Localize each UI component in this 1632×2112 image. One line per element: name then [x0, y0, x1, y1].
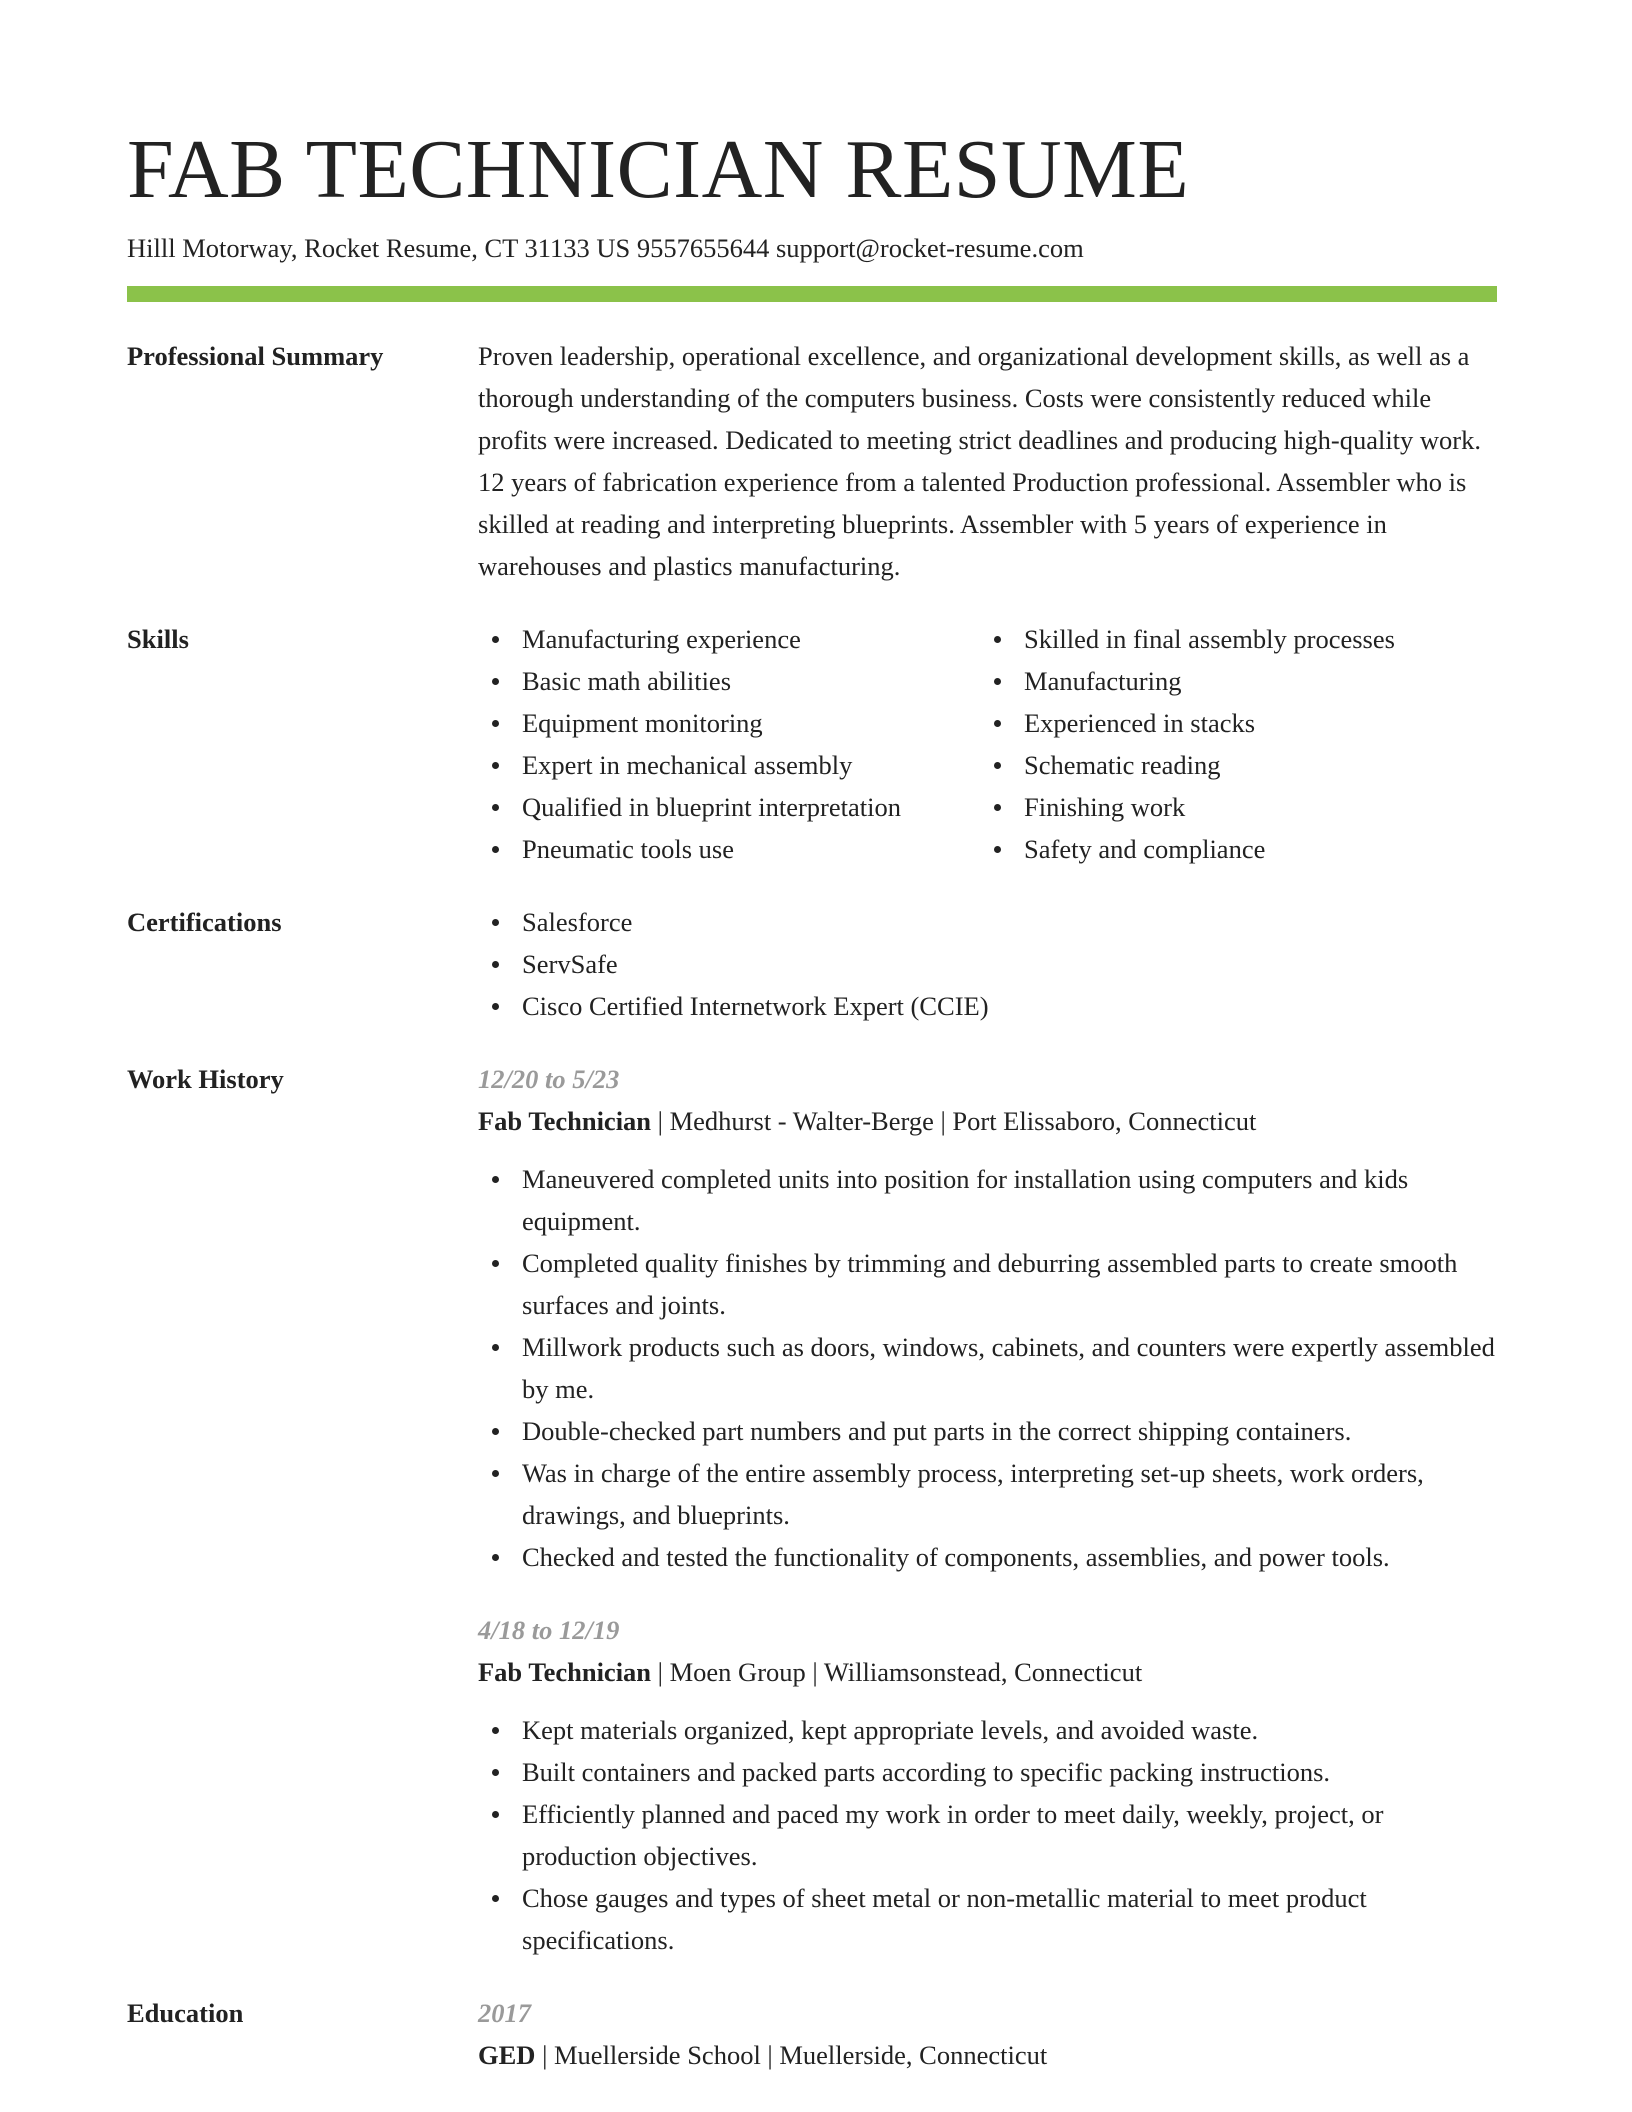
skill-item: Qualified in blueprint interpretation: [478, 786, 980, 828]
job-title: Fab Technician: [478, 1657, 652, 1687]
job-entry: [478, 1058, 1497, 1578]
education-degree: GED: [478, 2040, 536, 2070]
summary-heading: Professional Summary: [127, 341, 384, 371]
job-header: [478, 1100, 1497, 1142]
job-bullet: Completed quality finishes by trimming and deburring assembled parts to create smooth surfaces and joints.: [478, 1242, 1497, 1326]
certifications-section: [127, 901, 1497, 1027]
skill-item: Equipment monitoring: [478, 702, 980, 744]
job-title: Fab Technician: [478, 1106, 652, 1136]
job-dates: 4/18 to 12/19: [478, 1615, 620, 1645]
header-divider: [127, 286, 1497, 302]
skills-list-left: [478, 618, 980, 870]
summary-text: Proven leadership, operational excellence, and organizational development skills, as well as a thorough understanding of the computers business. Costs were consistently reduced while profits were increased. Dedicated to meeting strict deadlines and producing high-quality work. 12 years of fabrication experience from a talented Production professional. Assembler who is skilled at reading and interpreting blueprints. Assembler with 5 years of experience in warehouses and plastics manufacturing.: [478, 341, 1482, 581]
job-bullet: Checked and tested the functionality of components, assemblies, and power tools.: [478, 1536, 1497, 1578]
job-dates: 12/20 to 5/23: [478, 1064, 620, 1094]
skills-heading: Skills: [127, 624, 189, 654]
skills-section: [127, 618, 1497, 870]
contact-line: Hilll Motorway, Rocket Resume, CT 31133 US 9557655644 support@rocket-resume.com: [127, 233, 1084, 263]
certifications-list: [478, 901, 1497, 1027]
education-date: 2017: [478, 1998, 531, 2028]
skill-item: Experienced in stacks: [980, 702, 1482, 744]
job-bullet: Millwork products such as doors, windows, cabinets, and counters were expertly assembled by me.: [478, 1326, 1497, 1410]
job-bullet: Maneuvered completed units into position for installation using computers and kids equipment.: [478, 1158, 1497, 1242]
education-header: [478, 2034, 1497, 2076]
education-heading: Education: [127, 1998, 244, 2028]
skill-item: Finishing work: [980, 786, 1482, 828]
job-details: | Moen Group | Williamsonstead, Connecticut: [651, 1657, 1143, 1687]
work-history-section: [127, 1058, 1497, 1961]
certification-item: Salesforce: [478, 901, 1497, 943]
job-bullet: Kept materials organized, kept appropriate levels, and avoided waste.: [478, 1709, 1497, 1751]
summary-section: [127, 335, 1497, 587]
education-details: | Muellerside School | Muellerside, Connecticut: [535, 2040, 1048, 2070]
certification-item: Cisco Certified Internetwork Expert (CCIE): [478, 985, 1497, 1027]
skill-item: Manufacturing: [980, 660, 1482, 702]
job-bullet-list: [478, 1709, 1497, 1961]
job-details: | Medhurst - Walter-Berge | Port Elissaboro, Connecticut: [651, 1106, 1257, 1136]
job-bullet: Chose gauges and types of sheet metal or non-metallic material to meet product specifications.: [478, 1877, 1497, 1961]
skill-item: Expert in mechanical assembly: [478, 744, 980, 786]
job-bullet: Double-checked part numbers and put parts in the correct shipping containers.: [478, 1410, 1497, 1452]
job-bullet: Was in charge of the entire assembly process, interpreting set-up sheets, work orders, drawings, and blueprints.: [478, 1452, 1497, 1536]
certifications-heading: Certifications: [127, 907, 282, 937]
work-history-heading: Work History: [127, 1064, 284, 1094]
resume-page: [127, 122, 1497, 2076]
skill-item: Manufacturing experience: [478, 618, 980, 660]
skill-item: Skilled in final assembly processes: [980, 618, 1482, 660]
skill-item: Safety and compliance: [980, 828, 1482, 870]
skills-list-right: [980, 618, 1482, 870]
job-bullet: Built containers and packed parts according to specific packing instructions.: [478, 1751, 1497, 1793]
job-bullet-list: [478, 1158, 1497, 1578]
education-section: [127, 1992, 1497, 2076]
certification-item: ServSafe: [478, 943, 1497, 985]
job-bullet: Efficiently planned and paced my work in order to meet daily, weekly, project, or production objectives.: [478, 1793, 1497, 1877]
skill-item: Schematic reading: [980, 744, 1482, 786]
skill-item: Basic math abilities: [478, 660, 980, 702]
resume-title: FAB TECHNICIAN RESUME: [127, 123, 1190, 216]
job-entry: [478, 1609, 1497, 1961]
skill-item: Pneumatic tools use: [478, 828, 980, 870]
job-header: [478, 1651, 1497, 1693]
